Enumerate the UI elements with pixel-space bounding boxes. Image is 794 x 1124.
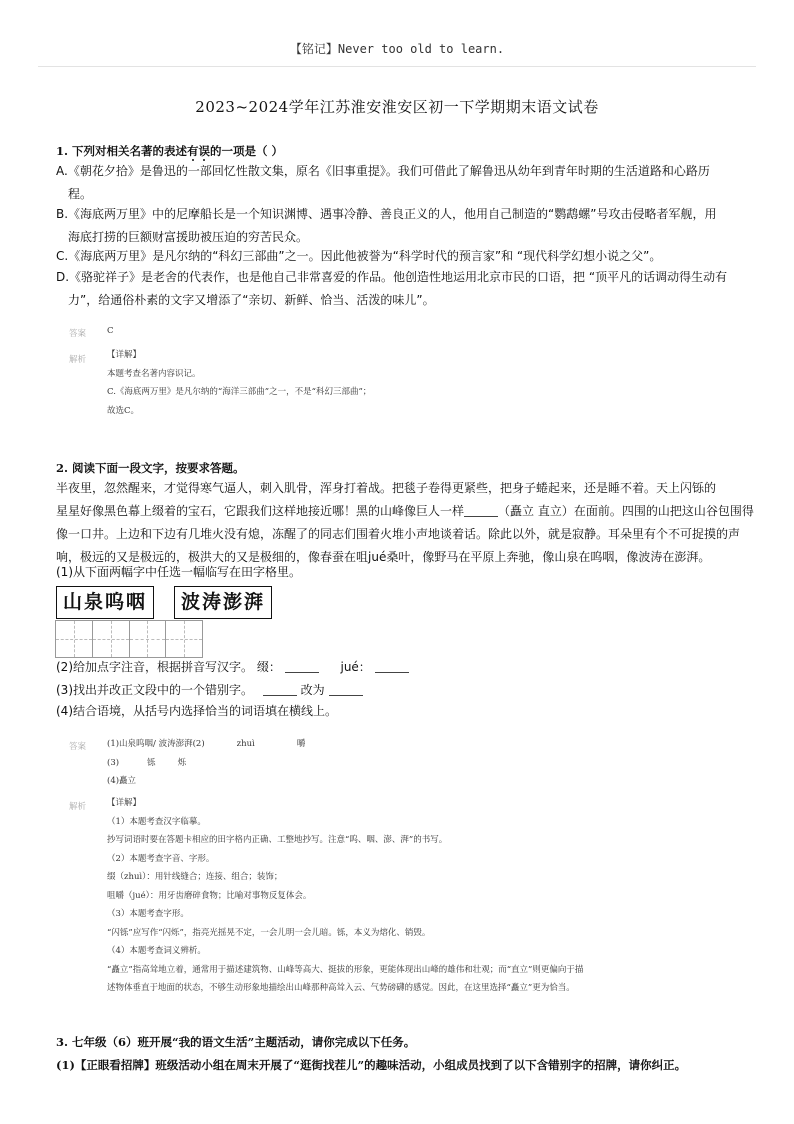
q1-answer-label: 答案 [69, 329, 87, 339]
tianzige-grid[interactable] [55, 620, 203, 658]
q2-answer-line [107, 772, 507, 791]
q2-analysis-line: 缀（zhuì）：用针线缝合；连接、组合；装饰； [107, 872, 283, 882]
q1-answer: C [107, 326, 114, 336]
q2-answer-part: 烁 [177, 757, 187, 768]
header-divider [38, 66, 756, 67]
q2-answer-part: 铄 [147, 757, 156, 768]
q2-sub-1: (1)从下面两幅字中任选一幅临写在田字格里。 [56, 565, 301, 579]
q2-analysis [107, 794, 747, 998]
q1-option-a-line1: A.《朝花夕拾》是鲁迅的一部回忆性散文集，原名《旧事重提》。我们可借此了解鲁迅从幼年到青年时期的生活道路和心路历 [56, 164, 710, 178]
q2-sub-3-label-a: (3)找出并改正文段中的一个错别字。 [56, 683, 253, 697]
q2-sub-2-blank-a[interactable] [285, 660, 319, 673]
q1-analysis-line: C.《海底两万里》是凡尔纳的“海洋三部曲”之一，不是“科幻三部曲”； [107, 387, 372, 397]
q1-analysis-line: 【详解】 [107, 350, 142, 360]
q2-answer-line [107, 754, 507, 773]
q2-answer-part: (1)山泉呜咽/ 波涛澎湃(2) [107, 739, 205, 749]
q1-stem-part-a: 1. 下列对相关名著的表述 [56, 144, 188, 158]
q2-passage-line2-head: 星星好像黑色幕上缀着的宝石，它跟我们这样地接近哪！黑的山峰像巨人一样 [56, 504, 465, 518]
q2-answer-part: (3) [107, 757, 120, 768]
q2-sub-2-label-a: (2)给加点字注音，根据拼音写汉字。 缀： [56, 660, 281, 674]
q1-stem-dot-1: 有 [187, 144, 199, 158]
q2-answer-label: 答案 [69, 742, 87, 752]
q1-option-c [56, 245, 746, 268]
q1-stem-dot-2: 误 [198, 144, 211, 158]
grid-cell[interactable] [166, 621, 202, 657]
q2-analysis-line: 述物体垂直于地面的状态，不够生动形象地描绘出山峰那种高耸入云、气势磅礴的感觉。因此，在这里选择“矗立”更为恰当。 [107, 983, 575, 993]
calligraphy-sample-1[interactable]: 山泉呜咽 [56, 586, 154, 619]
q2-analysis-line: （1）本题考查汉字临摹。 [107, 816, 206, 827]
q3-sub-1: (1)【正眼看招牌】班级活动小组在周末开展了“逛街找茬儿”的趣味活动，小组成员找到了以下含错别字的招牌，请你纠正。 [56, 1058, 687, 1072]
q2-passage-line: 半夜里，忽然醒来，才觉得寒气逼人，刺入肌骨，浑身打着战。把毯子卷得更紧些，把身子蜷起来，还是睡不着。天上闪铄的 [56, 481, 717, 495]
q2-sub-2-blank-b[interactable] [375, 660, 409, 673]
q2-passage-line: 响，极远的又是极远的，极洪大的又是极细的，像春蚕在咀jué桑叶，像野马在平原上奔驰，像山泉在呜咽，像波涛在澎湃。 [56, 550, 711, 564]
q1-option-a [56, 160, 746, 206]
q1-analysis [107, 346, 727, 420]
grid-cell[interactable] [130, 621, 167, 657]
q2-passage-line: 像一口井。上边和下边有几堆火没有熄，冻醒了的同志们围着火堆小声地谈着话。除此以外，就是寂静。耳朵里有个不可捉摸的声 [56, 527, 741, 541]
q2-analysis-line: （4）本题考查词义辨析。 [107, 946, 206, 956]
question-2-stem: 2. 阅读下面一段文字，按要求答题。 [56, 461, 245, 475]
q2-sub-2-label-b: jué： [340, 660, 371, 674]
question-1-stem [56, 143, 283, 159]
q1-option-b-line1: B.《海底两万里》中的尼摩船长是一个知识渊博、遇事冷静、善良正义的人，他用自己制造的“鹦鹉螺”号攻击侵略者军舰，用 [56, 207, 717, 221]
q2-sub-3-label-b: 改为 [300, 683, 325, 697]
q1-option-d [56, 266, 746, 312]
q1-option-b-line2: 海底打捞的巨额财富援助被压迫的穷苦民众。 [68, 230, 309, 244]
q2-answer [107, 735, 507, 791]
exam-title: 2023~2024学年江苏淮安淮安区初一下学期期末语文试卷 [195, 98, 599, 116]
q2-answer-part: zhuì [236, 739, 255, 749]
q2-passage-line2-tail: （矗立 直立）在面前。四围的山把这山谷包围得 [498, 504, 754, 518]
q2-passage [56, 477, 756, 569]
q2-sub-3-blank-a[interactable] [263, 683, 297, 696]
q2-answer-part: 嚼 [296, 739, 306, 749]
q2-analysis-label: 解析 [69, 802, 87, 812]
q1-stem-part-b: 的一项是（ ） [210, 144, 284, 158]
q2-analysis-line: 【详解】 [107, 798, 142, 808]
q2-analysis-line: （3）本题考查字形。 [107, 909, 189, 919]
q1-analysis-line: 故选C。 [107, 405, 140, 416]
q2-analysis-line: “矗立”指高耸地立着，通常用于描述建筑物、山峰等高大、挺拔的形象，更能体现出山峰的雄伟和壮观；而“直立”则更偏向于描 [107, 964, 584, 975]
q2-analysis-line: 咀嚼（jué）：用牙齿磨碎食物；比喻对事物反复体会。 [107, 890, 312, 901]
q1-analysis-line: 本题考查名著内容识记。 [107, 368, 201, 379]
grid-cell[interactable] [93, 621, 130, 657]
question-3-stem: 3. 七年级（6）班开展“我的语文生活”主题活动，请你完成以下任务。 [56, 1035, 416, 1049]
q2-analysis-line: “闪铄”应写作“闪烁”，指亮光摇晃不定，一会儿明一会儿暗。铄，本义为熔化、销毁。 [107, 927, 431, 938]
q1-option-c-line1: C.《海底两万里》是凡尔纳的“科幻三部曲”之一。因此他被誉为“科学时代的预言家”和 “现代科学幻想小说之父”。 [56, 249, 662, 263]
q1-option-d-line2: 力”，给通俗朴素的文字又增添了“亲切、新鲜、恰当、活泼的味儿”。 [68, 293, 435, 307]
q2-sub-4: (4)结合语境，从括号内选择恰当的词语填在横线上。 [56, 704, 338, 718]
q1-analysis-label: 解析 [69, 355, 87, 365]
q2-sub-3-blank-b[interactable] [329, 683, 363, 696]
q2-answer-line [107, 735, 507, 754]
q1-option-a-line2: 程。 [68, 187, 93, 201]
q2-analysis-line: （2）本题考查字音、字形。 [107, 853, 215, 864]
q2-passage-line [56, 500, 756, 523]
q2-answer-part: (4)矗立 [107, 776, 137, 786]
q2-sub-2 [56, 656, 409, 679]
q2-analysis-line: 抄写词语时要在答题卡相应的田字格内正确、工整地抄写。注意“呜、咽、澎、湃”的书写。 [107, 835, 448, 845]
q1-option-b [56, 203, 746, 249]
page-header-motto: 【铭记】Never too old to learn. [289, 42, 505, 56]
calligraphy-sample-2[interactable]: 波涛澎湃 [174, 586, 272, 619]
q1-option-d-line1: D.《骆驼祥子》是老舍的代表作，也是他自己非常喜爱的作品。他创造性地运用北京市民的口语，把 “顶平凡的话调动得生动有 [56, 270, 728, 284]
grid-cell[interactable] [56, 621, 93, 657]
q2-fill-blank[interactable] [464, 504, 498, 517]
q2-sub-3 [56, 679, 363, 702]
